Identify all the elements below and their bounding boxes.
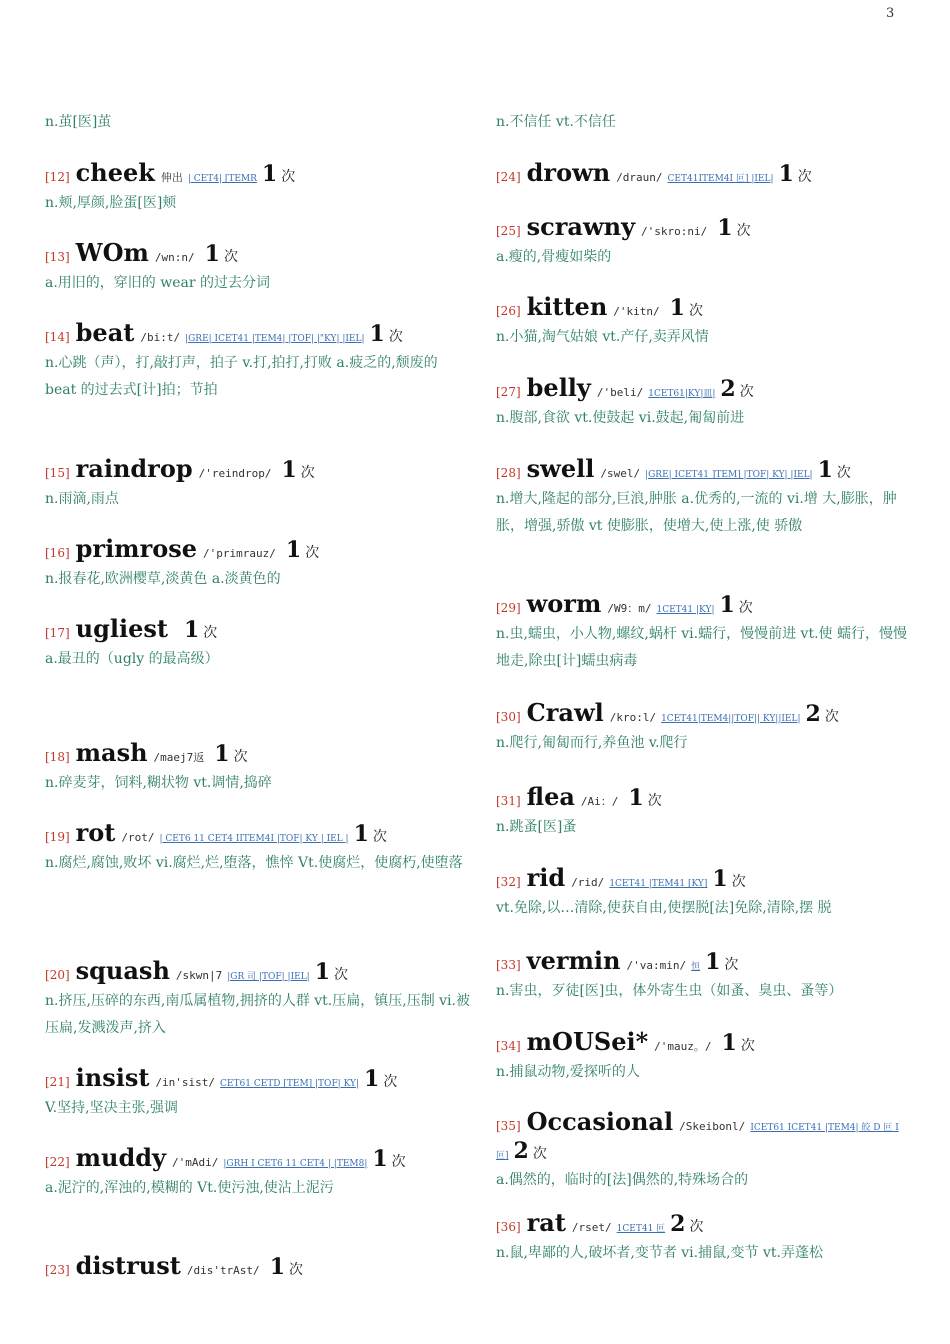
count-unit: 次 (391, 1154, 406, 1170)
entry-number: [36] (496, 1220, 521, 1234)
exam-tags: |GRE| ICET41 |TEM4| |TOF| |"KY| |IEL| (185, 334, 365, 344)
headword: beat (75, 318, 135, 347)
occurrence-count: 1 (269, 1254, 285, 1280)
definition: n.增大,隆起的部分,巨浪,肿胀 a.优秀的,一流的 vi.增 大,膨胀，肿胀，增强,骄傲 vt 使膨胀，使增大,使上涨,使 骄傲 (496, 490, 897, 534)
headword: rat (526, 1208, 566, 1237)
vocab-entry (45, 453, 470, 513)
count-unit: 次 (233, 749, 248, 765)
pronunciation: /rot/ (121, 831, 155, 844)
entry-head (45, 817, 470, 849)
vocab-entry (45, 237, 470, 297)
pronunciation: /swel/ (600, 467, 641, 480)
entry-number: [14] (45, 330, 70, 344)
pronunciation: /draun/ (616, 171, 663, 184)
definition: n.爬行,匍匐而行,养鱼池 v.爬行 (496, 734, 688, 751)
occurrence-count: 1 (778, 161, 794, 187)
count-unit: 次 (305, 545, 320, 561)
vocab-entry (496, 453, 911, 540)
entry-head (496, 1106, 911, 1166)
vocab-entry (496, 108, 911, 136)
count-unit: 次 (689, 1219, 704, 1235)
definition: n.报春花,欧洲樱草,淡黄色 a.淡黄色的 (45, 570, 281, 587)
occurrence-count: 1 (281, 457, 297, 483)
entry-number: [18] (45, 750, 70, 764)
vocab-entry (496, 945, 911, 1005)
count-unit: 次 (739, 384, 754, 400)
entry-head (496, 945, 911, 977)
count-unit: 次 (738, 600, 753, 616)
pronunciation: /kro:l/ (609, 711, 657, 724)
entry-number: [26] (496, 304, 521, 318)
vocab-entry (496, 862, 911, 922)
definition: n.虫,蠕虫，小人物,螺纹,蜗杆 vi.蠕行，慢慢前进 vt.使 蠕行，慢慢地走,除虫[计]蠕虫病毒 (496, 625, 907, 669)
entry-head (496, 781, 911, 813)
count-unit: 次 (836, 465, 851, 481)
entry-head (45, 533, 470, 565)
occurrence-count: 1 (364, 1066, 380, 1092)
occurrence-count: 1 (817, 457, 833, 483)
headword: distrust (75, 1251, 181, 1280)
pronunciation: 伸出 (160, 171, 183, 184)
occurrence-count: 1 (712, 866, 728, 892)
pronunciation: /in'sist/ (155, 1076, 216, 1089)
count-unit: 次 (740, 1038, 755, 1054)
occurrence-count: 1 (717, 215, 733, 241)
occurrence-count: 2 (670, 1211, 686, 1237)
entry-head (496, 588, 911, 620)
headword: Occasional (526, 1107, 674, 1136)
occurrence-count: 1 (183, 617, 200, 643)
vocab-entry (45, 613, 470, 673)
count-unit: 次 (203, 625, 218, 641)
pronunciation: /dis'trAst/ (186, 1264, 260, 1277)
headword: worm (526, 589, 602, 618)
count-unit: 次 (289, 1262, 303, 1278)
definition: a.泥泞的,浑浊的,模糊的 Vt.使污浊,使沾上泥污 (45, 1179, 334, 1196)
entry-number: [21] (45, 1075, 70, 1089)
exam-tags: CET61 CETD [TEM] |TOF| KY| (220, 1079, 360, 1089)
exam-tags: CET41ITEM4I 叵] |IEL| (667, 174, 774, 184)
exam-tags: |GRE| ICET41 ]TEM] |TOF| KY| |IEL| (645, 470, 813, 480)
occurrence-count: 1 (372, 1146, 388, 1172)
pronunciation: /Ai：/ (580, 795, 619, 808)
pronunciation: /'mAdi/ (172, 1156, 219, 1169)
exam-tags: 1CET41 |KY| (656, 605, 715, 615)
definition: n.心跳（声），打,敲打声，拍子 v.打,拍打,打败 a.疲乏的,颓废的 beat 的过去式[计]拍；节拍 (45, 354, 438, 398)
vocab-entry (45, 1142, 470, 1202)
definition: a.用旧的，穿旧的 wear 的过去分词 (45, 274, 271, 291)
vocab-entry (496, 1207, 911, 1267)
pronunciation: /rid/ (571, 876, 605, 889)
entry-head (496, 372, 911, 404)
entry-number: [28] (496, 466, 521, 480)
entry-number: [19] (45, 830, 70, 844)
headword: muddy (75, 1143, 166, 1172)
count-unit: 次 (281, 169, 296, 185)
pronunciation: /'beli/ (596, 386, 644, 399)
vocab-entry (496, 291, 911, 351)
exam-tags: |GRH I CET6 11 CET4 | |TEM8| (223, 1159, 368, 1169)
vocab-entry (496, 157, 911, 190)
count-unit: 次 (372, 829, 387, 845)
entry-head (45, 1142, 470, 1174)
exam-tags: ICET61 ICET41 |TEM4| 皎 D 叵 I 叵] (496, 1123, 899, 1162)
vocab-entry (45, 955, 470, 1042)
definition: a.最丑的（ugly 的最高级） (45, 650, 219, 667)
occurrence-count: 1 (353, 821, 369, 847)
pronunciation: /'skro:ni/ (641, 225, 708, 238)
entry-head (45, 613, 470, 645)
entry-number: [30] (496, 710, 521, 724)
definition: n.鼠,卑鄙的人,破坏者,变节者 vi.捕鼠,变节 vt.弄蓬松 (496, 1244, 823, 1261)
entry-head (496, 453, 911, 485)
occurrence-count: 1 (705, 949, 721, 975)
entry-number: [15] (45, 466, 70, 480)
count-unit: 次 (223, 249, 238, 265)
entry-head (45, 737, 470, 769)
exam-tags: | CET6 11 CET4 IITEM4I |TOF| KY | IEL | (159, 834, 349, 844)
count-unit: 次 (334, 967, 349, 983)
definition: n.茧[医]茧 (45, 114, 112, 130)
headword: rot (75, 818, 116, 847)
pronunciation: /'mauz。/ (654, 1040, 712, 1053)
exam-tags: 1CET41 叵 (616, 1224, 666, 1234)
occurrence-count: 1 (719, 592, 735, 618)
entry-number: [13] (45, 250, 70, 264)
pronunciation: /rset/ (571, 1221, 612, 1234)
vocab-entry (45, 157, 470, 217)
entry-number: [17] (45, 626, 70, 640)
headword: rid (526, 863, 566, 892)
headword: kitten (526, 292, 608, 321)
count-unit: 次 (383, 1074, 398, 1090)
exam-tags: 1CET41|TEM4||TOF|| KY||IEL| (661, 714, 801, 724)
entry-number: [23] (45, 1263, 70, 1277)
entry-number: [31] (496, 794, 521, 808)
definition: n.跳蚤[医]蚤 (496, 818, 577, 835)
definition: V.坚持,坚决主张,强调 (45, 1099, 179, 1116)
vocab-entry (496, 1026, 911, 1086)
headword: cheek (75, 158, 155, 187)
headword: ugliest (75, 614, 168, 643)
count-unit: 次 (647, 793, 662, 809)
vocab-entry (45, 533, 470, 593)
page-number: 3 (886, 6, 895, 21)
entry-head (45, 1250, 470, 1282)
occurrence-count: 2 (720, 376, 736, 402)
entry-head (45, 955, 470, 987)
definition: a.瘦的,骨瘦如柴的 (496, 248, 612, 265)
definition: n.不信任 vt.不信任 (496, 114, 616, 130)
count-unit: 次 (388, 329, 403, 345)
definition: a.偶然的，临时的[法]偶然的,特殊场合的 (496, 1171, 749, 1188)
entry-head (496, 211, 911, 243)
count-unit: 次 (532, 1146, 547, 1163)
entry-number: [29] (496, 601, 521, 615)
entry-number: [32] (496, 875, 521, 889)
occurrence-count: 1 (261, 161, 278, 187)
vocab-entry (496, 1106, 911, 1194)
pronunciation: /'reindrop/ (198, 467, 272, 480)
headword: insist (75, 1063, 150, 1092)
vocab-entry (45, 1062, 470, 1122)
occurrence-count: 1 (628, 785, 644, 811)
headword: belly (526, 373, 591, 402)
entry-head (496, 291, 911, 323)
occurrence-count: 1 (204, 241, 220, 267)
headword: scrawny (526, 212, 636, 241)
pronunciation: /'kitn/ (613, 305, 660, 318)
entry-number: [12] (45, 170, 70, 184)
headword: swell (526, 454, 595, 483)
vocab-entry (496, 588, 911, 675)
headword: WOm (75, 238, 149, 267)
definition: n.腹部,食欲 vt.使鼓起 vi.鼓起,匍匐前进 (496, 409, 745, 426)
occurrence-count: 1 (285, 537, 302, 563)
entry-number: [34] (496, 1039, 521, 1053)
definition: n.雨滴,雨点 (45, 490, 119, 507)
count-unit: 次 (736, 223, 751, 239)
entry-head (496, 1207, 911, 1239)
vocab-entry (496, 697, 911, 757)
headword: vermin (526, 946, 621, 975)
pronunciation: /Skeibonl/ (679, 1120, 746, 1133)
headword: mOUSei* (526, 1027, 649, 1056)
pronunciation: /W9：m/ (607, 602, 652, 615)
definition: n.碎麦芽，饲料,糊状物 vt.调情,捣碎 (45, 774, 272, 791)
pronunciation: /bi:t/ (140, 331, 181, 344)
occurrence-count: 1 (669, 295, 685, 321)
entry-number: [16] (45, 546, 70, 560)
vocab-entry (45, 1250, 470, 1283)
exam-tags: 恒 (691, 962, 701, 972)
vocab-entry (45, 737, 470, 797)
headword: flea (526, 782, 575, 811)
headword: raindrop (75, 454, 193, 483)
entry-number: [24] (496, 170, 521, 184)
definition: n.小猫,淘气姑娘 vt.产仔,卖弄风情 (496, 328, 709, 345)
headword: mash (75, 738, 148, 767)
pronunciation: /wn:n/ (154, 251, 195, 264)
entry-number: [22] (45, 1155, 70, 1169)
headword: drown (526, 158, 611, 187)
exam-tags: | CET4| [TEMR (187, 174, 257, 184)
headword: Crawl (526, 698, 604, 727)
count-unit: 次 (300, 465, 315, 481)
occurrence-count: 1 (214, 741, 230, 767)
pronunciation: /'primrauz/ (203, 547, 276, 560)
entry-head (45, 453, 470, 485)
entry-head (496, 862, 911, 894)
occurrence-count: 1 (721, 1030, 737, 1056)
occurrence-count: 1 (314, 959, 331, 985)
entry-head (45, 317, 470, 349)
pronunciation: /skwn|7 (175, 969, 223, 982)
exam-tags: |GR 司 |TOF| |IEL| (227, 972, 310, 982)
entry-head (45, 1062, 470, 1094)
vocab-entry (45, 108, 470, 136)
count-unit: 次 (797, 169, 812, 185)
entry-number: [33] (496, 958, 521, 972)
count-unit: 次 (724, 957, 739, 973)
entry-number: [27] (496, 385, 521, 399)
occurrence-count: 2 (513, 1138, 529, 1165)
entry-head (496, 1026, 911, 1058)
headword: primrose (75, 534, 198, 563)
count-unit: 次 (731, 874, 746, 890)
pronunciation: /'va:min/ (626, 959, 687, 972)
definition: n.颊,厚颜,脸蛋[医]颊 (45, 194, 177, 211)
definition: n.挤压,压碎的东西,南瓜属植物,拥挤的人群 vt.压扁，镇压,压制 vi.被压扁,发溅泼声,挤入 (45, 992, 470, 1036)
vocab-entry (496, 211, 911, 271)
occurrence-count: 2 (805, 701, 821, 727)
count-unit: 次 (688, 303, 703, 319)
entry-head (496, 697, 911, 729)
entry-number: [35] (496, 1119, 521, 1133)
vocab-entry (45, 317, 470, 404)
definition: n.害虫，歹徒[医]虫，体外寄生虫（如蚤、臭虫、蚤等） (496, 982, 843, 999)
entry-head (45, 157, 470, 189)
vocab-entry (496, 372, 911, 432)
exam-tags: 1CET61|KY|皿| (648, 389, 716, 399)
vocab-entry (496, 781, 911, 841)
headword: squash (75, 956, 170, 985)
occurrence-count: 1 (369, 321, 385, 347)
count-unit: 次 (824, 709, 839, 725)
entry-number: [25] (496, 224, 521, 238)
entry-head (45, 237, 470, 269)
entry-head (496, 157, 911, 189)
vocab-entry (45, 817, 470, 877)
entry-number: [20] (45, 968, 70, 982)
pronunciation: /maej7返 (153, 751, 205, 764)
definition: vt.免除,以…清除,使获自由,使摆脱[法]免除,清除,摆 脱 (496, 899, 832, 916)
exam-tags: 1CET41 |TEM41 [KY] (609, 879, 708, 889)
definition: n.捕鼠动物,爱探听的人 (496, 1063, 640, 1080)
definition: n.腐烂,腐蚀,败坏 vi.腐烂,烂,堕落，憔悴 Vt.使腐烂，使腐朽,使堕落 (45, 854, 463, 871)
